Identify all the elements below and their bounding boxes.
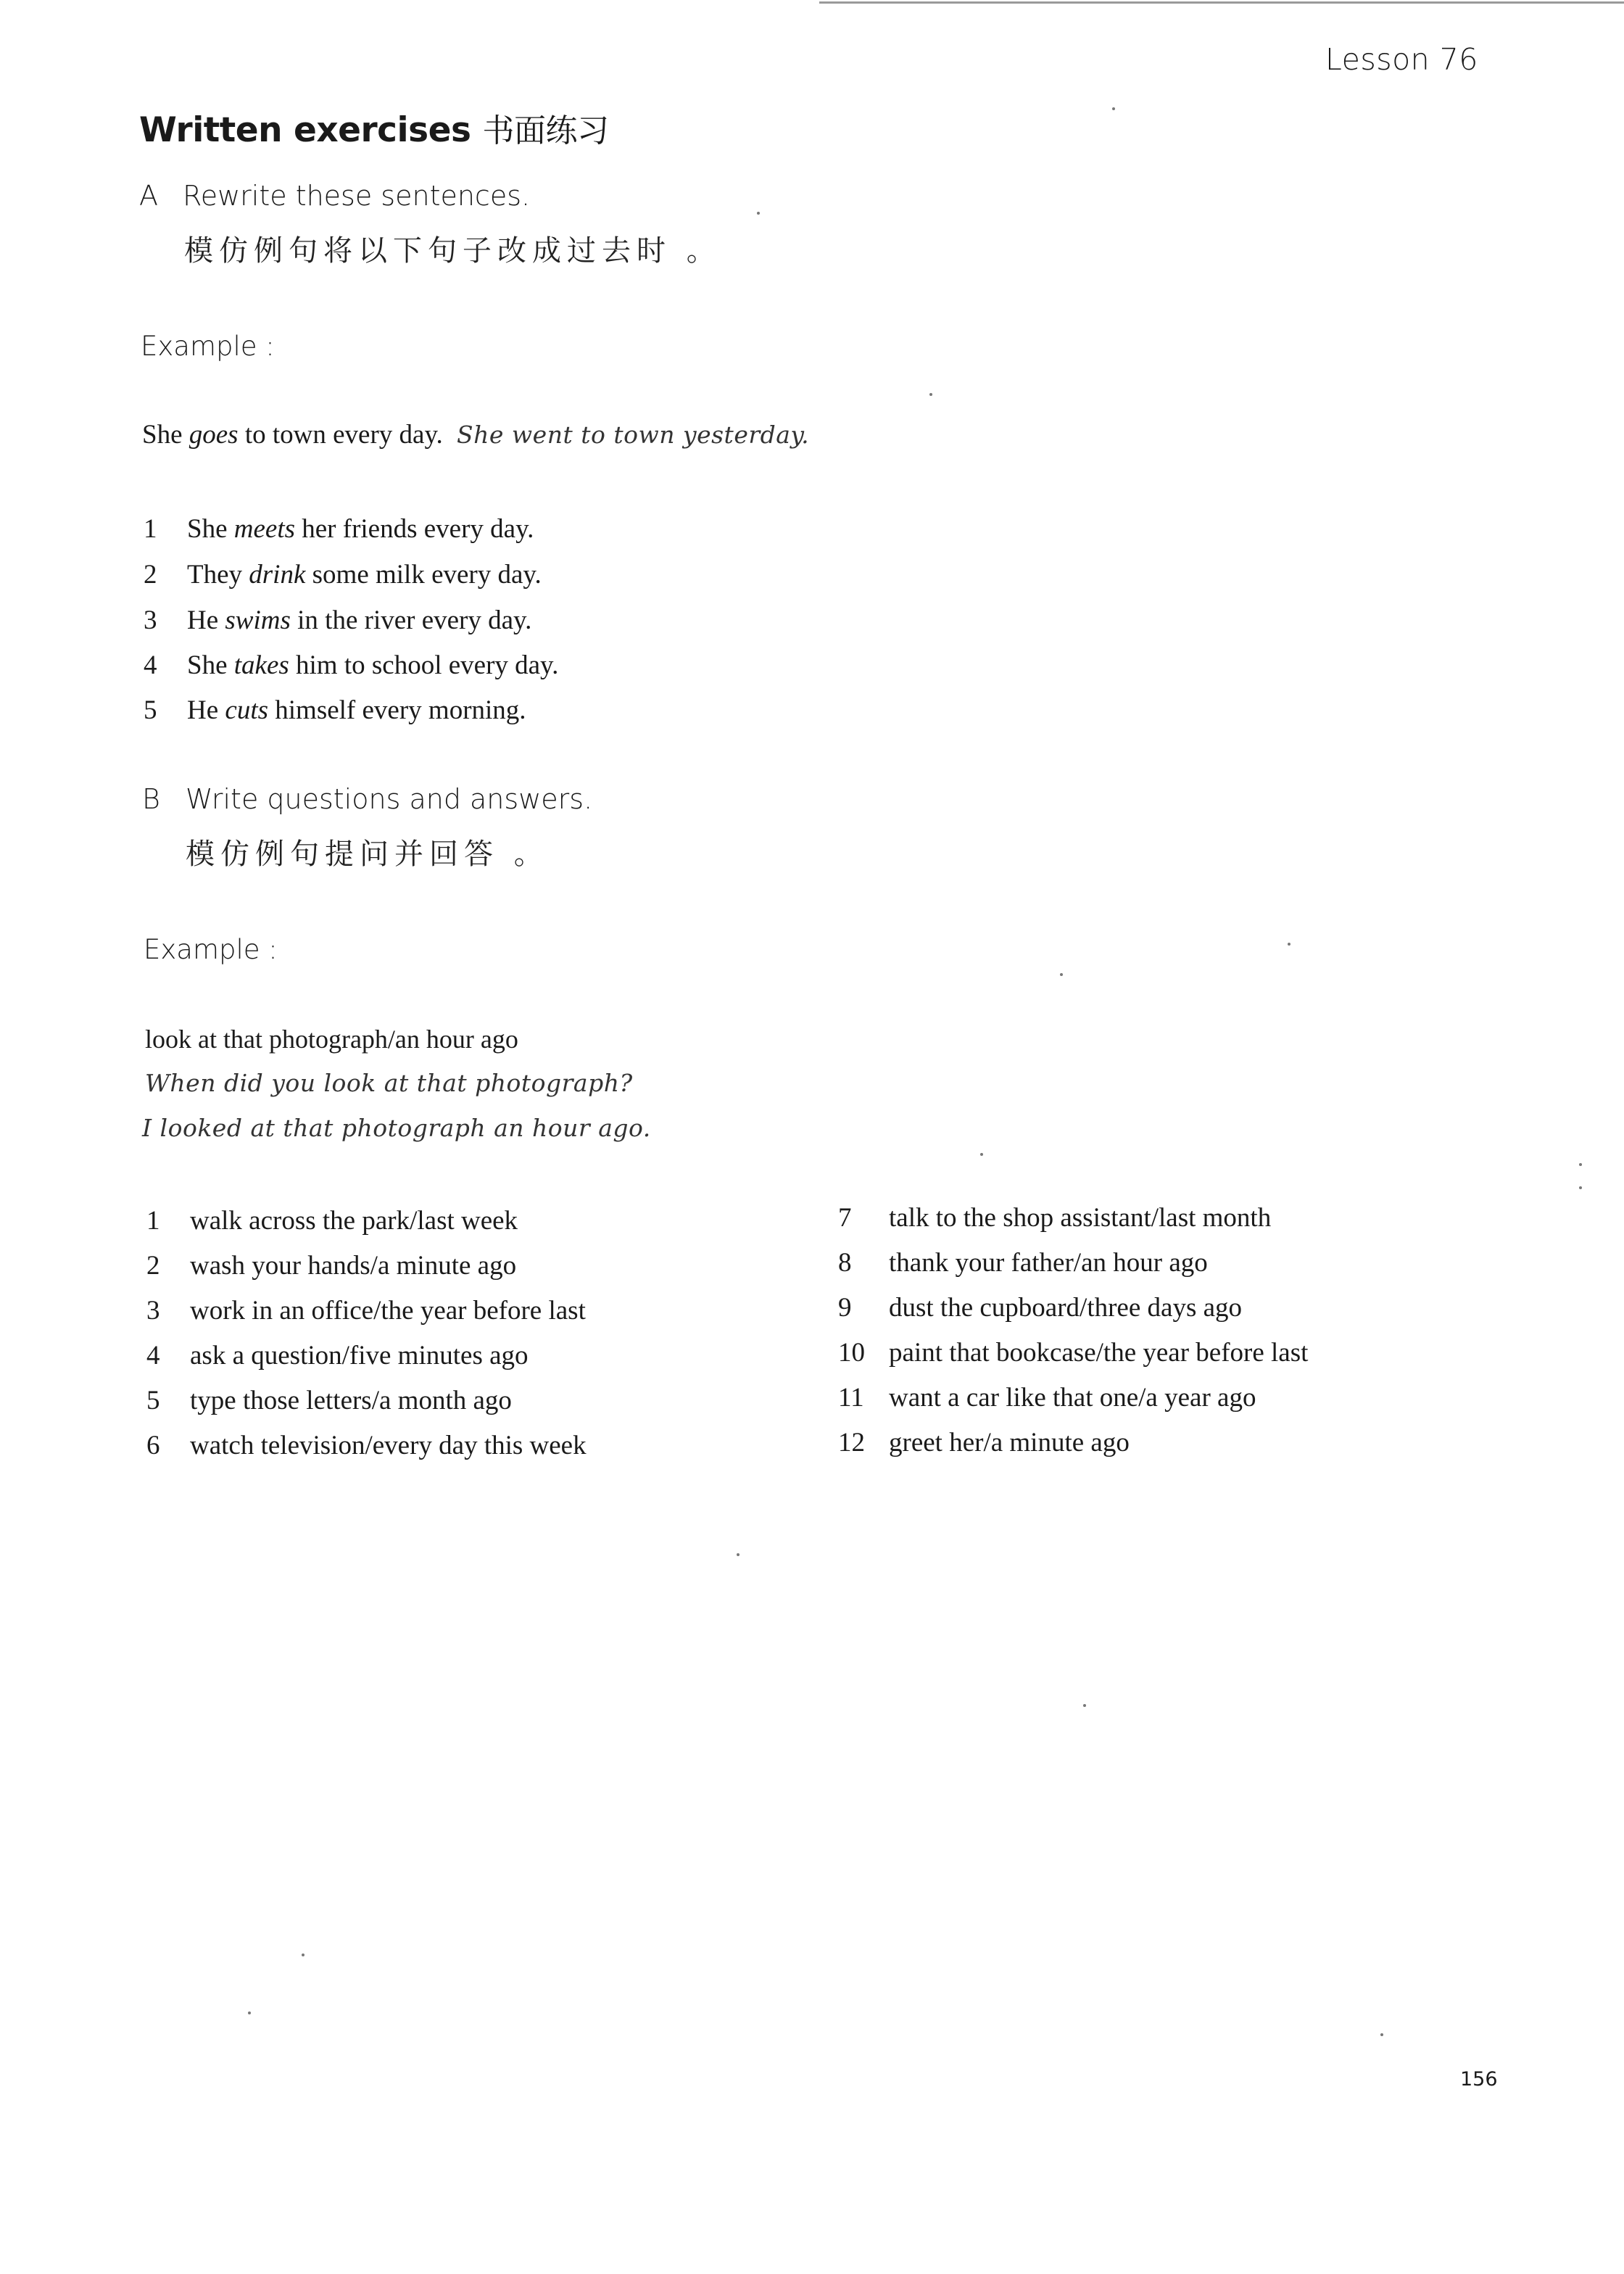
- item-after: him to school every day.: [289, 650, 559, 680]
- item-after: her friends every day.: [295, 514, 534, 544]
- item-text: dust the cupboard/three days ago: [889, 1293, 1243, 1323]
- section-a-heading: [139, 180, 530, 212]
- list-item: [838, 1247, 1208, 1278]
- item-before: He: [187, 605, 225, 635]
- item-text: wash your hands/a minute ago: [190, 1251, 517, 1281]
- item-before: She: [187, 514, 234, 544]
- example-before: She: [142, 420, 189, 450]
- list-item: [146, 1340, 529, 1371]
- item-text: paint that bookcase/the year before last: [889, 1338, 1309, 1368]
- section-a-example-label: Example :: [141, 331, 275, 362]
- section-b-instruction-zh: 模仿例句提问并回答 。: [186, 838, 549, 871]
- item-text: thank your father/an hour ago: [889, 1248, 1208, 1278]
- item-number: 4: [146, 1341, 160, 1370]
- item-after: some milk every day.: [305, 560, 542, 590]
- item-text: want a car like that one/a year ago: [889, 1383, 1256, 1413]
- item-text: talk to the shop assistant/last month: [889, 1203, 1272, 1233]
- section-a-instruction-zh: 模仿例句将以下句子改成过去时 。: [184, 234, 721, 268]
- page-title-en: Written exercises: [139, 110, 471, 150]
- item-verb: drink: [249, 560, 306, 590]
- scan-speck: [929, 393, 932, 396]
- item-text: ask a question/five minutes ago: [190, 1341, 529, 1370]
- scan-speck: [1060, 973, 1063, 976]
- section-b-example-answer: I looked at that photograph an hour ago.: [142, 1114, 651, 1142]
- example-answer: She went to town yesterday.: [457, 421, 810, 449]
- scan-speck: [1579, 1163, 1582, 1166]
- scan-speck: [1288, 943, 1290, 946]
- item-after: himself every morning.: [268, 695, 526, 725]
- item-before: He: [187, 695, 225, 725]
- list-item: [838, 1337, 1308, 1368]
- section-a-letter: A: [139, 180, 158, 212]
- item-number: 2: [144, 560, 157, 590]
- list-item: [146, 1430, 587, 1461]
- example-verb: goes: [188, 420, 239, 450]
- item-verb: takes: [233, 650, 289, 680]
- item-number: 11: [838, 1383, 864, 1413]
- section-b-example-question: When did you look at that photograph?: [145, 1069, 633, 1097]
- list-item: [838, 1382, 1256, 1413]
- scan-speck: [248, 2012, 251, 2014]
- scan-speck: [1380, 2033, 1383, 2036]
- item-number: 2: [146, 1251, 160, 1281]
- section-b-heading: [142, 783, 592, 815]
- lesson-label: Lesson 76: [1325, 42, 1478, 77]
- item-number: 5: [144, 695, 157, 725]
- scan-speck: [302, 1953, 304, 1956]
- list-item: [146, 1295, 586, 1326]
- item-text: walk across the park/last week: [190, 1206, 518, 1236]
- page-title: [139, 104, 608, 151]
- section-b-example-prompt: look at that photograph/an hour ago: [145, 1025, 518, 1054]
- list-item: [146, 1250, 516, 1281]
- scan-speck: [1579, 1186, 1582, 1189]
- list-item: [838, 1427, 1130, 1458]
- scan-speck: [737, 1553, 740, 1556]
- list-item: [144, 650, 558, 681]
- item-number: 7: [838, 1203, 852, 1233]
- item-number: 4: [144, 650, 157, 680]
- page-title-zh: 书面练习: [482, 112, 609, 149]
- item-text: watch television/every day this week: [190, 1431, 587, 1460]
- item-before: She: [187, 650, 234, 680]
- item-text: greet her/a minute ago: [889, 1428, 1130, 1458]
- list-item: [146, 1385, 512, 1416]
- list-item: [144, 695, 526, 726]
- item-before: They: [187, 560, 249, 590]
- list-item: [144, 559, 542, 590]
- item-number: 12: [838, 1428, 865, 1458]
- top-rule: [819, 1, 1624, 4]
- section-b-letter: B: [142, 783, 160, 815]
- item-number: 3: [146, 1296, 160, 1326]
- section-b-example-label: Example :: [144, 934, 278, 965]
- list-item: [838, 1202, 1271, 1233]
- scan-speck: [980, 1153, 983, 1156]
- item-number: 6: [146, 1431, 160, 1460]
- item-verb: swims: [225, 605, 291, 635]
- list-item: [144, 605, 531, 636]
- item-number: 1: [144, 514, 157, 544]
- item-verb: cuts: [225, 695, 269, 725]
- scan-speck: [1112, 107, 1115, 110]
- item-number: 1: [146, 1206, 160, 1236]
- list-item: [838, 1292, 1242, 1323]
- example-after: to town every day.: [238, 420, 443, 450]
- item-number: 8: [838, 1248, 852, 1278]
- list-item: [144, 513, 534, 545]
- item-number: 5: [146, 1386, 160, 1415]
- item-verb: meets: [233, 514, 295, 544]
- list-item: [146, 1205, 518, 1236]
- item-after: in the river every day.: [290, 605, 532, 635]
- section-a-instruction: Rewrite these sentences.: [183, 180, 531, 212]
- item-number: 9: [838, 1293, 852, 1323]
- scan-speck: [1083, 1704, 1086, 1707]
- scan-speck: [757, 212, 760, 215]
- item-text: work in an office/the year before last: [190, 1296, 586, 1326]
- item-number: 3: [144, 605, 157, 635]
- item-text: type those letters/a month ago: [190, 1386, 512, 1415]
- item-number: 10: [838, 1338, 865, 1368]
- section-b-instruction: Write questions and answers.: [186, 783, 593, 815]
- page-number: 156: [1460, 2068, 1498, 2091]
- section-a-example: [142, 419, 809, 450]
